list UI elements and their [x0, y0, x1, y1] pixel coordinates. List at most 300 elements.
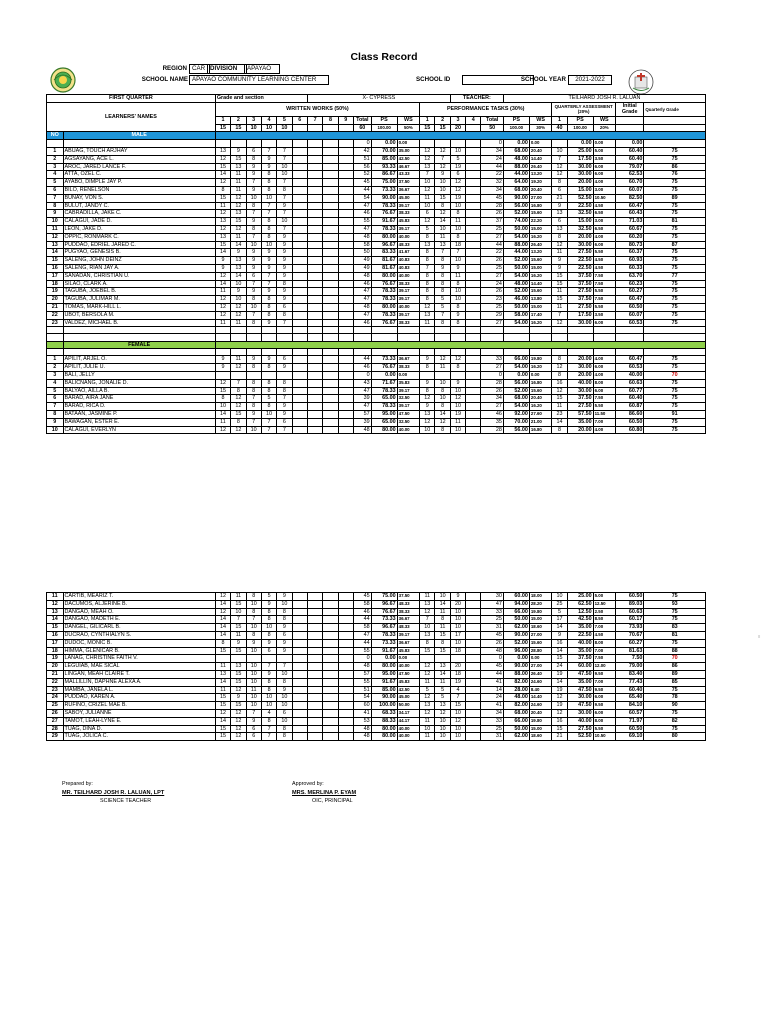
ww-score-empty[interactable]	[323, 717, 338, 725]
ww-score-2[interactable]: 11	[231, 233, 246, 241]
ww-score-empty[interactable]	[307, 210, 322, 218]
pt-score-2[interactable]	[435, 655, 450, 663]
ww-score-empty[interactable]	[323, 686, 338, 694]
ww-score-empty[interactable]	[292, 202, 307, 210]
ww-score-empty[interactable]	[338, 702, 353, 710]
ww-score-3[interactable]: 7	[246, 210, 261, 218]
pt-score-3[interactable]: 9	[450, 379, 465, 387]
ww-score-3[interactable]: 10	[246, 670, 261, 678]
ww-score-empty[interactable]	[323, 186, 338, 194]
ww-score-4[interactable]: 7	[261, 426, 276, 434]
ww-score-empty[interactable]	[323, 655, 338, 663]
ww-score-3[interactable]: 8	[246, 593, 261, 601]
ww-score-empty[interactable]	[323, 210, 338, 218]
ww-score-5[interactable]: 9	[277, 241, 292, 249]
ww-score-empty[interactable]	[338, 218, 353, 226]
ww-score-empty[interactable]	[307, 225, 322, 233]
ww-score-1[interactable]: 14	[215, 410, 230, 418]
ww-score-empty[interactable]	[292, 395, 307, 403]
ww-score-empty[interactable]	[292, 356, 307, 364]
ww-score-empty[interactable]	[292, 264, 307, 272]
pt-score-1[interactable]: 12	[420, 303, 435, 311]
pt-score-2[interactable]: 8	[435, 257, 450, 265]
ww-score-4[interactable]: 7	[261, 733, 276, 741]
ww-score-1[interactable]: 9	[215, 356, 230, 364]
ww-score-empty[interactable]	[323, 663, 338, 671]
ww-score-empty[interactable]	[338, 147, 353, 155]
pt-score-4[interactable]	[466, 663, 481, 671]
ww-score-empty[interactable]	[338, 624, 353, 632]
ww-score-1[interactable]: 9	[215, 264, 230, 272]
pt-score-3[interactable]: 17	[450, 631, 465, 639]
ww-score-empty[interactable]	[307, 717, 322, 725]
pt-score-3[interactable]: 10	[450, 709, 465, 717]
qa-score[interactable]: 7	[552, 311, 567, 319]
pt-score-3[interactable]: 18	[450, 647, 465, 655]
ww-score-empty[interactable]	[323, 179, 338, 187]
ww-score-4[interactable]	[261, 655, 276, 663]
pt-score-3[interactable]: 12	[450, 717, 465, 725]
ww-score-2[interactable]: 12	[231, 709, 246, 717]
pt-score-3[interactable]: 10	[450, 257, 465, 265]
ww-score-empty[interactable]	[338, 410, 353, 418]
ww-score-4[interactable]: 9	[261, 356, 276, 364]
ww-score-empty[interactable]	[323, 418, 338, 426]
ww-score-4[interactable]: 5	[261, 395, 276, 403]
ww-score-empty[interactable]	[307, 403, 322, 411]
qa-score[interactable]: 11	[552, 403, 567, 411]
ww-score-3[interactable]: 7	[246, 311, 261, 319]
qa-score[interactable]: 15	[552, 296, 567, 304]
ww-score-1[interactable]: 12	[215, 593, 230, 601]
ww-score-4[interactable]: 7	[261, 147, 276, 155]
pt-score-1[interactable]	[420, 655, 435, 663]
pt-score-1[interactable]: 8	[420, 233, 435, 241]
ww-score-4[interactable]: 8	[261, 631, 276, 639]
pt-score-4[interactable]	[466, 225, 481, 233]
ww-score-1[interactable]: 14	[215, 280, 230, 288]
pt-score-3[interactable]: 7	[450, 249, 465, 257]
ww-score-empty[interactable]	[307, 288, 322, 296]
ww-score-4[interactable]: 10	[261, 194, 276, 202]
pt-score-2[interactable]: 9	[435, 264, 450, 272]
ww-score-3[interactable]: 7	[246, 395, 261, 403]
pt-score-2[interactable]: 11	[435, 624, 450, 632]
pt-score-1[interactable]: 11	[420, 194, 435, 202]
qa-score[interactable]: 12	[552, 319, 567, 327]
ww-score-empty[interactable]	[338, 319, 353, 327]
ww-score-empty[interactable]	[338, 233, 353, 241]
pt-score-1[interactable]: 10	[420, 624, 435, 632]
ww-score-2[interactable]: 11	[231, 186, 246, 194]
ww-score-3[interactable]: 7	[246, 709, 261, 717]
ww-score-3[interactable]: 10	[246, 663, 261, 671]
ww-score-2[interactable]: 11	[231, 179, 246, 187]
ww-score-3[interactable]: 10	[246, 600, 261, 608]
pt-score-4[interactable]	[466, 311, 481, 319]
ww-score-empty[interactable]	[323, 296, 338, 304]
ww-score-empty[interactable]	[292, 725, 307, 733]
ww-score-4[interactable]: 9	[261, 155, 276, 163]
ww-score-empty[interactable]	[338, 647, 353, 655]
ww-score-3[interactable]: 7	[246, 233, 261, 241]
pt-score-3[interactable]: 12	[450, 179, 465, 187]
pt-score-1[interactable]: 5	[420, 686, 435, 694]
ww-score-5[interactable]: 9	[277, 410, 292, 418]
ww-score-empty[interactable]	[338, 288, 353, 296]
ww-score-4[interactable]: 7	[261, 210, 276, 218]
school-year-field[interactable]: 2021-2022	[568, 75, 612, 85]
ww-score-empty[interactable]	[323, 241, 338, 249]
ww-score-empty[interactable]	[338, 717, 353, 725]
ww-score-5[interactable]: 10	[277, 694, 292, 702]
pt-score-2[interactable]: 14	[435, 410, 450, 418]
ww-score-1[interactable]: 13	[215, 218, 230, 226]
ww-score-4[interactable]: 7	[261, 202, 276, 210]
pt-score-2[interactable]: 8	[435, 639, 450, 647]
ww-score-2[interactable]: 9	[231, 288, 246, 296]
ww-score-empty[interactable]	[338, 241, 353, 249]
pt-score-1[interactable]: 10	[420, 725, 435, 733]
pt-score-4[interactable]	[466, 202, 481, 210]
pt-score-4[interactable]	[466, 670, 481, 678]
ww-score-1[interactable]: 11	[215, 202, 230, 210]
pt-score-1[interactable]: 13	[420, 241, 435, 249]
ww-score-2[interactable]: 12	[231, 202, 246, 210]
ww-score-empty[interactable]	[307, 733, 322, 741]
ww-score-5[interactable]: 9	[277, 264, 292, 272]
ww-score-2[interactable]: 11	[231, 356, 246, 364]
pt-score-4[interactable]	[466, 403, 481, 411]
ww-score-3[interactable]: 8	[246, 379, 261, 387]
ww-score-2[interactable]: 13	[231, 163, 246, 171]
ww-score-empty[interactable]	[307, 311, 322, 319]
ww-score-1[interactable]: 13	[215, 233, 230, 241]
qa-score[interactable]: 16	[552, 639, 567, 647]
ww-score-empty[interactable]	[307, 280, 322, 288]
pt-score-3[interactable]: 10	[450, 403, 465, 411]
ww-score-empty[interactable]	[338, 608, 353, 616]
pt-score-2[interactable]: 11	[435, 678, 450, 686]
pt-score-1[interactable]: 8	[420, 280, 435, 288]
pt-score-2[interactable]: 5	[435, 694, 450, 702]
ww-score-empty[interactable]	[292, 686, 307, 694]
pt-score-2[interactable]: 7	[435, 249, 450, 257]
pt-score-1[interactable]: 12	[420, 147, 435, 155]
pt-score-4[interactable]	[466, 387, 481, 395]
ww-score-empty[interactable]	[338, 264, 353, 272]
pt-score-2[interactable]: 14	[435, 600, 450, 608]
pt-score-3[interactable]: 10	[450, 608, 465, 616]
pt-score-2[interactable]: 8	[435, 616, 450, 624]
ww-score-2[interactable]: 15	[231, 624, 246, 632]
pt-score-1[interactable]: 10	[420, 202, 435, 210]
ww-score-4[interactable]: 8	[261, 225, 276, 233]
ww-score-empty[interactable]	[307, 171, 322, 179]
pt-score-2[interactable]: 10	[435, 725, 450, 733]
pt-score-4[interactable]	[466, 678, 481, 686]
school-name-field[interactable]: APAYAO COMMUNITY LEARNING CENTER	[189, 75, 329, 85]
pt-score-4[interactable]	[466, 616, 481, 624]
qa-score[interactable]: 8	[552, 179, 567, 187]
pt-score-1[interactable]: 7	[420, 616, 435, 624]
qa-score[interactable]: 13	[552, 225, 567, 233]
pt-score-3[interactable]: 11	[450, 272, 465, 280]
ww-score-4[interactable]: 8	[261, 364, 276, 372]
pt-score-1[interactable]: 12	[420, 608, 435, 616]
ww-score-5[interactable]: 7	[277, 210, 292, 218]
pt-score-2[interactable]: 13	[435, 241, 450, 249]
ww-score-empty[interactable]	[323, 670, 338, 678]
ww-score-2[interactable]: 10	[231, 296, 246, 304]
ww-score-3[interactable]	[246, 655, 261, 663]
pt-score-4[interactable]	[466, 600, 481, 608]
pt-score-3[interactable]: 5	[450, 155, 465, 163]
ww-score-empty[interactable]	[292, 616, 307, 624]
ww-score-4[interactable]: 9	[261, 257, 276, 265]
ww-score-empty[interactable]	[323, 233, 338, 241]
ww-score-empty[interactable]	[292, 379, 307, 387]
ww-score-4[interactable]: 8	[261, 403, 276, 411]
pt-score-1[interactable]: 12	[420, 418, 435, 426]
ww-score-1[interactable]: 15	[215, 647, 230, 655]
ww-score-empty[interactable]	[292, 410, 307, 418]
qa-score[interactable]: 9	[552, 264, 567, 272]
ww-score-4[interactable]: 8	[261, 303, 276, 311]
pt-score-2[interactable]: 15	[435, 631, 450, 639]
ww-score-empty[interactable]	[292, 233, 307, 241]
pt-score-4[interactable]	[466, 218, 481, 226]
pt-score-2[interactable]: 10	[435, 717, 450, 725]
ww-score-3[interactable]: 8	[246, 319, 261, 327]
ww-score-3[interactable]: 8	[246, 364, 261, 372]
qa-score[interactable]: 6	[552, 186, 567, 194]
ww-score-4[interactable]: 9	[261, 319, 276, 327]
pt-score-1[interactable]: 11	[420, 717, 435, 725]
ww-score-empty[interactable]	[338, 371, 353, 379]
pt-score-3[interactable]: 10	[450, 202, 465, 210]
ww-score-2[interactable]: 10	[231, 608, 246, 616]
ww-score-2[interactable]: 13	[231, 663, 246, 671]
ww-score-empty[interactable]	[323, 218, 338, 226]
pt-score-3[interactable]: 11	[450, 418, 465, 426]
pt-score-4[interactable]	[466, 155, 481, 163]
pt-score-2[interactable]: 10	[435, 186, 450, 194]
qa-score[interactable]: 12	[552, 694, 567, 702]
ww-score-empty[interactable]	[292, 241, 307, 249]
pt-score-1[interactable]	[420, 371, 435, 379]
pt-score-3[interactable]: 10	[450, 725, 465, 733]
ww-score-5[interactable]: 10	[277, 171, 292, 179]
division-field[interactable]: APAYAO	[244, 64, 280, 74]
pt-score-2[interactable]: 12	[435, 163, 450, 171]
ww-score-3[interactable]: 10	[246, 694, 261, 702]
ww-score-empty[interactable]	[292, 624, 307, 632]
pt-score-3[interactable]: 10	[450, 387, 465, 395]
ww-score-4[interactable]: 8	[261, 296, 276, 304]
ww-score-1[interactable]: 12	[215, 296, 230, 304]
pt-score-2[interactable]: 8	[435, 202, 450, 210]
qa-score[interactable]: 21	[552, 194, 567, 202]
qa-score[interactable]: 16	[552, 717, 567, 725]
ww-score-3[interactable]: 10	[246, 624, 261, 632]
ww-score-3[interactable]: 6	[246, 147, 261, 155]
pt-score-2[interactable]: 9	[435, 171, 450, 179]
pt-score-2[interactable]: 12	[435, 418, 450, 426]
ww-score-5[interactable]: 9	[277, 624, 292, 632]
ww-score-empty[interactable]	[338, 403, 353, 411]
ww-score-empty[interactable]	[307, 233, 322, 241]
qa-score[interactable]: 23	[552, 410, 567, 418]
ww-score-2[interactable]: 11	[231, 631, 246, 639]
qa-score[interactable]: 6	[552, 218, 567, 226]
pt-score-2[interactable]: 14	[435, 218, 450, 226]
ww-score-empty[interactable]	[292, 280, 307, 288]
pt-score-1[interactable]: 10	[420, 179, 435, 187]
ww-score-empty[interactable]	[292, 403, 307, 411]
ww-score-5[interactable]: 9	[277, 296, 292, 304]
pt-score-4[interactable]	[466, 257, 481, 265]
ww-score-empty[interactable]	[307, 639, 322, 647]
pt-score-1[interactable]: 13	[420, 631, 435, 639]
ww-score-empty[interactable]	[323, 163, 338, 171]
ww-score-empty[interactable]	[292, 303, 307, 311]
ww-score-empty[interactable]	[338, 280, 353, 288]
ww-score-3[interactable]: 8	[246, 608, 261, 616]
ww-score-empty[interactable]	[338, 418, 353, 426]
ww-score-empty[interactable]	[338, 593, 353, 601]
ww-score-4[interactable]: 9	[261, 249, 276, 257]
ww-score-3[interactable]: 9	[246, 356, 261, 364]
ww-score-5[interactable]: 9	[277, 639, 292, 647]
ww-score-5[interactable]: 10	[277, 163, 292, 171]
qa-score[interactable]: 15	[552, 280, 567, 288]
ww-score-empty[interactable]	[323, 694, 338, 702]
ww-score-empty[interactable]	[323, 709, 338, 717]
ww-score-empty[interactable]	[338, 202, 353, 210]
ww-score-empty[interactable]	[338, 186, 353, 194]
ww-score-empty[interactable]	[338, 725, 353, 733]
pt-score-4[interactable]	[466, 272, 481, 280]
ww-score-1[interactable]: 8	[215, 395, 230, 403]
pt-score-3[interactable]: 10	[450, 288, 465, 296]
ww-score-empty[interactable]	[307, 395, 322, 403]
ww-score-empty[interactable]	[292, 655, 307, 663]
pt-score-4[interactable]	[466, 249, 481, 257]
ww-score-4[interactable]: 7	[261, 418, 276, 426]
ww-score-2[interactable]: 13	[231, 257, 246, 265]
pt-score-2[interactable]: 10	[435, 395, 450, 403]
ww-score-4[interactable]: 9	[261, 264, 276, 272]
ww-score-empty[interactable]	[323, 616, 338, 624]
ww-score-2[interactable]: 12	[231, 225, 246, 233]
ww-score-3[interactable]: 9	[246, 410, 261, 418]
ww-score-1[interactable]: 11	[215, 418, 230, 426]
ww-score-1[interactable]	[215, 371, 230, 379]
ww-score-empty[interactable]	[307, 379, 322, 387]
ww-score-empty[interactable]	[323, 249, 338, 257]
pt-score-3[interactable]: 10	[450, 616, 465, 624]
ww-score-1[interactable]: 14	[215, 624, 230, 632]
ww-score-1[interactable]: 9	[215, 257, 230, 265]
ww-score-empty[interactable]	[307, 264, 322, 272]
ww-score-empty[interactable]	[323, 225, 338, 233]
ww-score-empty[interactable]	[323, 624, 338, 632]
ww-score-5[interactable]: 8	[277, 186, 292, 194]
ww-score-4[interactable]: 9	[261, 288, 276, 296]
pt-score-2[interactable]	[435, 371, 450, 379]
ww-score-2[interactable]: 13	[231, 210, 246, 218]
qa-score[interactable]: 21	[552, 733, 567, 741]
ww-score-5[interactable]: 9	[277, 257, 292, 265]
ww-score-empty[interactable]	[307, 202, 322, 210]
ww-score-4[interactable]: 8	[261, 218, 276, 226]
pt-score-4[interactable]	[466, 639, 481, 647]
ww-score-4[interactable]: 10	[261, 624, 276, 632]
ww-score-5[interactable]: 8	[277, 616, 292, 624]
ww-score-5[interactable]: 7	[277, 147, 292, 155]
pt-score-1[interactable]: 7	[420, 264, 435, 272]
pt-score-4[interactable]	[466, 163, 481, 171]
ww-score-empty[interactable]	[292, 670, 307, 678]
pt-score-1[interactable]: 8	[420, 639, 435, 647]
pt-score-3[interactable]: 19	[450, 163, 465, 171]
ww-score-empty[interactable]	[323, 194, 338, 202]
ww-score-3[interactable]: 7	[246, 179, 261, 187]
pt-score-2[interactable]: 8	[435, 288, 450, 296]
ww-score-3[interactable]: 10	[246, 678, 261, 686]
qa-score[interactable]: 14	[552, 418, 567, 426]
ww-score-3[interactable]	[246, 371, 261, 379]
ww-score-2[interactable]: 15	[231, 670, 246, 678]
pt-score-3[interactable]: 4	[450, 686, 465, 694]
ww-score-2[interactable]: 12	[231, 733, 246, 741]
ww-score-empty[interactable]	[323, 272, 338, 280]
pt-score-1[interactable]: 8	[420, 296, 435, 304]
ww-score-1[interactable]: 9	[215, 364, 230, 372]
ww-score-2[interactable]: 7	[231, 379, 246, 387]
ww-score-3[interactable]: 8	[246, 202, 261, 210]
ww-score-empty[interactable]	[307, 303, 322, 311]
ww-score-empty[interactable]	[307, 593, 322, 601]
ww-score-empty[interactable]	[338, 631, 353, 639]
ww-score-4[interactable]: 7	[261, 280, 276, 288]
ww-score-empty[interactable]	[307, 272, 322, 280]
ww-score-2[interactable]	[231, 371, 246, 379]
ww-score-empty[interactable]	[307, 418, 322, 426]
pt-score-2[interactable]: 8	[435, 280, 450, 288]
ww-score-3[interactable]: 10	[246, 241, 261, 249]
ww-score-3[interactable]: 8	[246, 631, 261, 639]
pt-score-3[interactable]	[450, 655, 465, 663]
ww-score-1[interactable]: 11	[215, 686, 230, 694]
ww-score-1[interactable]: 8	[215, 186, 230, 194]
ww-score-empty[interactable]	[323, 395, 338, 403]
ww-score-3[interactable]: 9	[246, 171, 261, 179]
teacher-field[interactable]: TEILHARD JOSH R. LALUAN	[503, 95, 705, 103]
ww-score-empty[interactable]	[323, 631, 338, 639]
ww-score-empty[interactable]	[292, 257, 307, 265]
ww-score-empty[interactable]	[323, 202, 338, 210]
region-field[interactable]: CAR	[189, 64, 210, 74]
ww-score-empty[interactable]	[307, 647, 322, 655]
ww-score-5[interactable]: 7	[277, 194, 292, 202]
pt-score-4[interactable]	[466, 395, 481, 403]
pt-score-2[interactable]: 10	[435, 593, 450, 601]
ww-score-5[interactable]: 10	[277, 702, 292, 710]
ww-score-1[interactable]: 14	[215, 717, 230, 725]
ww-score-empty[interactable]	[292, 631, 307, 639]
